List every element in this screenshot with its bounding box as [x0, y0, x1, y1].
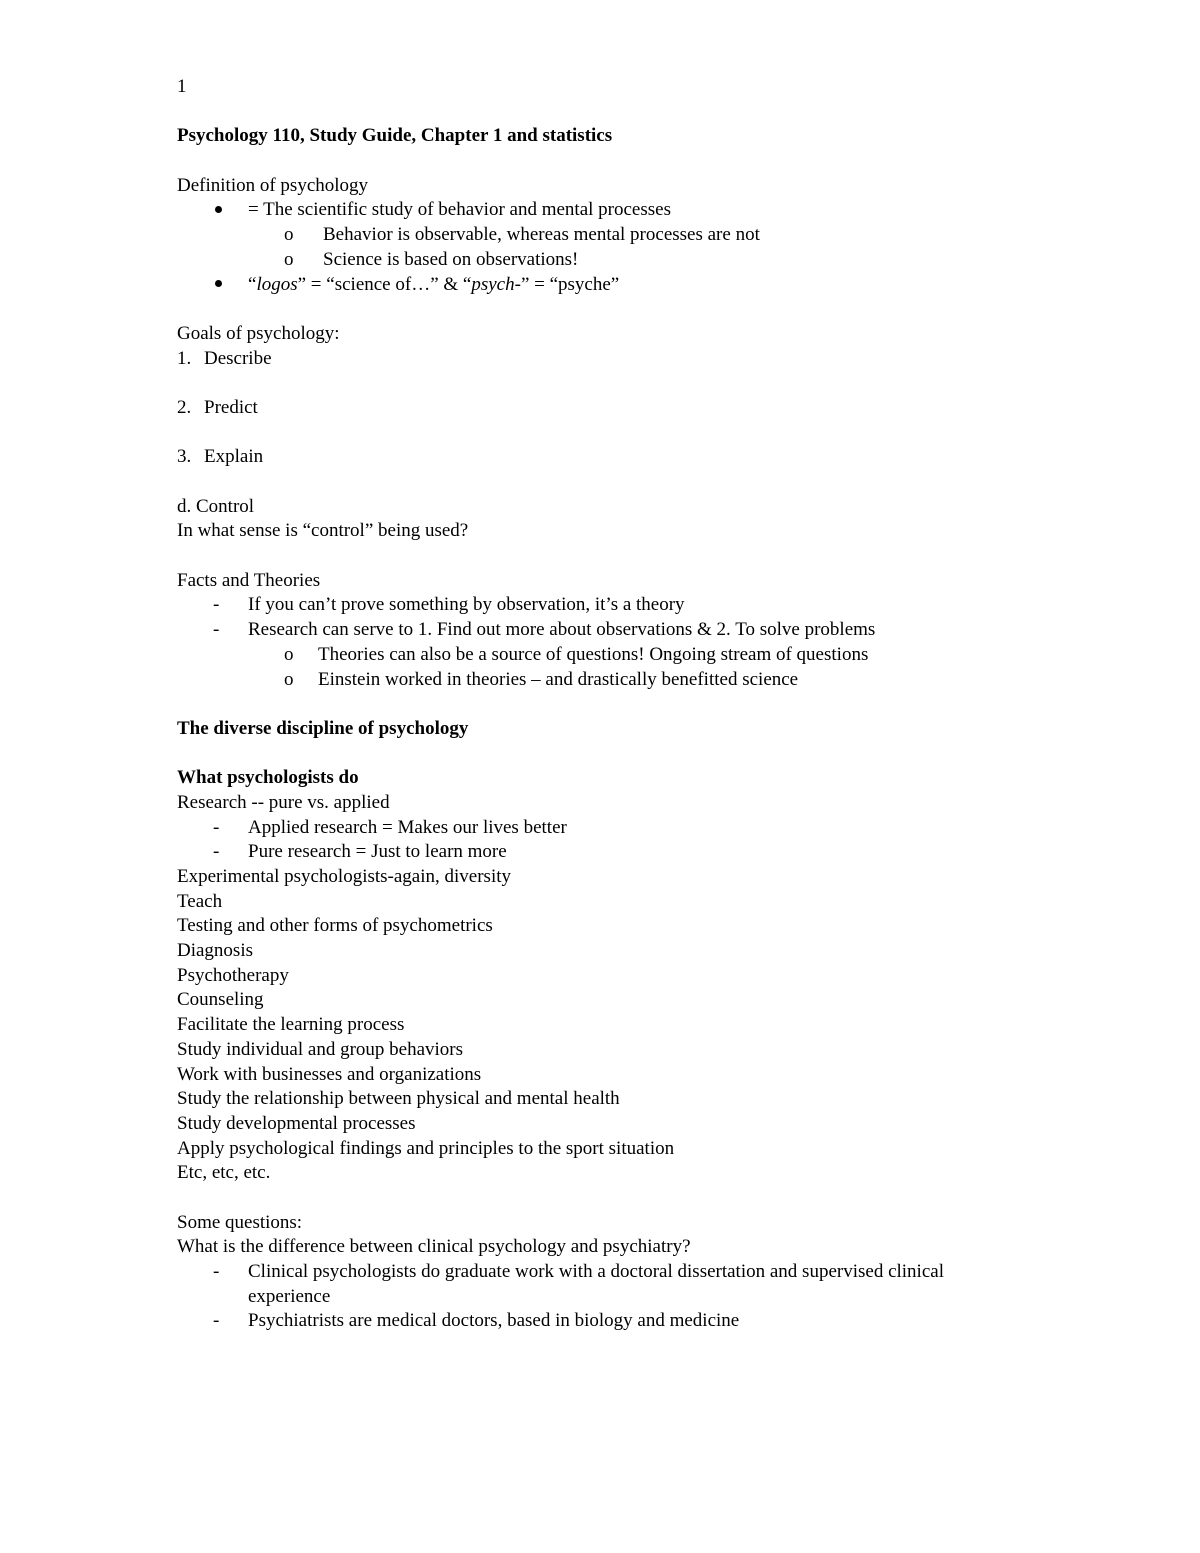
list-item: = The scientific study of behavior and mental processes	[177, 198, 1057, 223]
sub-bullet-marker: o	[284, 668, 294, 690]
dash-marker: -	[213, 1261, 220, 1282]
sub-bullet-marker: o	[284, 643, 294, 665]
list-item: o Behavior is observable, whereas mental processes are not	[177, 223, 1057, 248]
bullet-icon	[215, 206, 222, 213]
list-item: - Applied research = Makes our lives better	[177, 816, 1057, 841]
text-line: Etc, etc, etc.	[177, 1162, 271, 1184]
list-item: 3. Explain	[177, 446, 264, 468]
text-line: Work with businesses and organizations	[177, 1063, 482, 1085]
goals-heading: Goals of psychology:	[177, 322, 340, 344]
bullet-icon	[215, 280, 222, 287]
page-number: 1	[177, 76, 187, 97]
section-heading: What psychologists do	[177, 767, 359, 789]
list-item: o Theories can also be a source of questions! Ongoing stream of questions	[177, 643, 1057, 668]
question-line: What is the difference between clinical psychology and psychiatry?	[177, 1236, 691, 1258]
sub-bullet-marker: o	[284, 248, 294, 270]
list-item: - If you can’t prove something by observation, it’s a theory	[177, 593, 1057, 618]
sub-bullet-marker: o	[284, 224, 294, 246]
list-item: - Psychiatrists are medical doctors, based in biology and medicine	[177, 1309, 1057, 1334]
goal-control: d. Control	[177, 495, 255, 517]
text-line: Experimental psychologists-again, diversity	[177, 866, 512, 887]
control-question: In what sense is “control” being used?	[177, 520, 469, 542]
text-line: Psychotherapy	[177, 964, 289, 986]
text-line: Study individual and group behaviors	[177, 1038, 464, 1060]
list-item: o Science is based on observations!	[177, 248, 1057, 273]
text-line: Counseling	[177, 989, 264, 1011]
list-item: o Einstein worked in theories – and drastically benefitted science	[177, 668, 1057, 693]
list-item: - Research can serve to 1. Find out more about observations & 2. To solve problems	[177, 618, 1057, 643]
text-line: Facilitate the learning process	[177, 1014, 405, 1036]
document-body	[177, 75, 1057, 1334]
facts-heading: Facts and Theories	[177, 569, 321, 591]
dash-marker: -	[213, 619, 220, 641]
text-line: Study the relationship between physical and mental health	[177, 1088, 620, 1110]
dash-marker: -	[213, 1310, 220, 1332]
list-item: - Pure research = Just to learn more	[177, 840, 1057, 865]
list-item: 2. Predict	[177, 396, 258, 418]
list-item: - Clinical psychologists do graduate work with a doctoral dissertation and supervised clinical experience	[177, 1260, 1057, 1309]
definition-heading: Definition of psychology	[177, 174, 369, 196]
etymology-text: “logos” = “science of…” & “psych-” = “psyche”	[248, 273, 620, 295]
list-item: 1. Describe	[177, 347, 272, 369]
text-line: Teach	[177, 890, 223, 912]
section-heading: The diverse discipline of psychology	[177, 717, 469, 739]
research-line: Research -- pure vs. applied	[177, 791, 390, 813]
text-line: Diagnosis	[177, 940, 253, 962]
questions-heading: Some questions:	[177, 1211, 303, 1233]
text-line: Apply psychological findings and principles to the sport situation	[177, 1137, 675, 1159]
text-line: Testing and other forms of psychometrics	[177, 915, 493, 937]
list-item	[177, 273, 1057, 298]
text-line: Study developmental processes	[177, 1112, 416, 1134]
dash-marker: -	[213, 816, 220, 838]
document-title: Psychology 110, Study Guide, Chapter 1 and statistics	[177, 125, 613, 147]
dash-marker: -	[213, 594, 220, 616]
dash-marker: -	[213, 841, 220, 863]
